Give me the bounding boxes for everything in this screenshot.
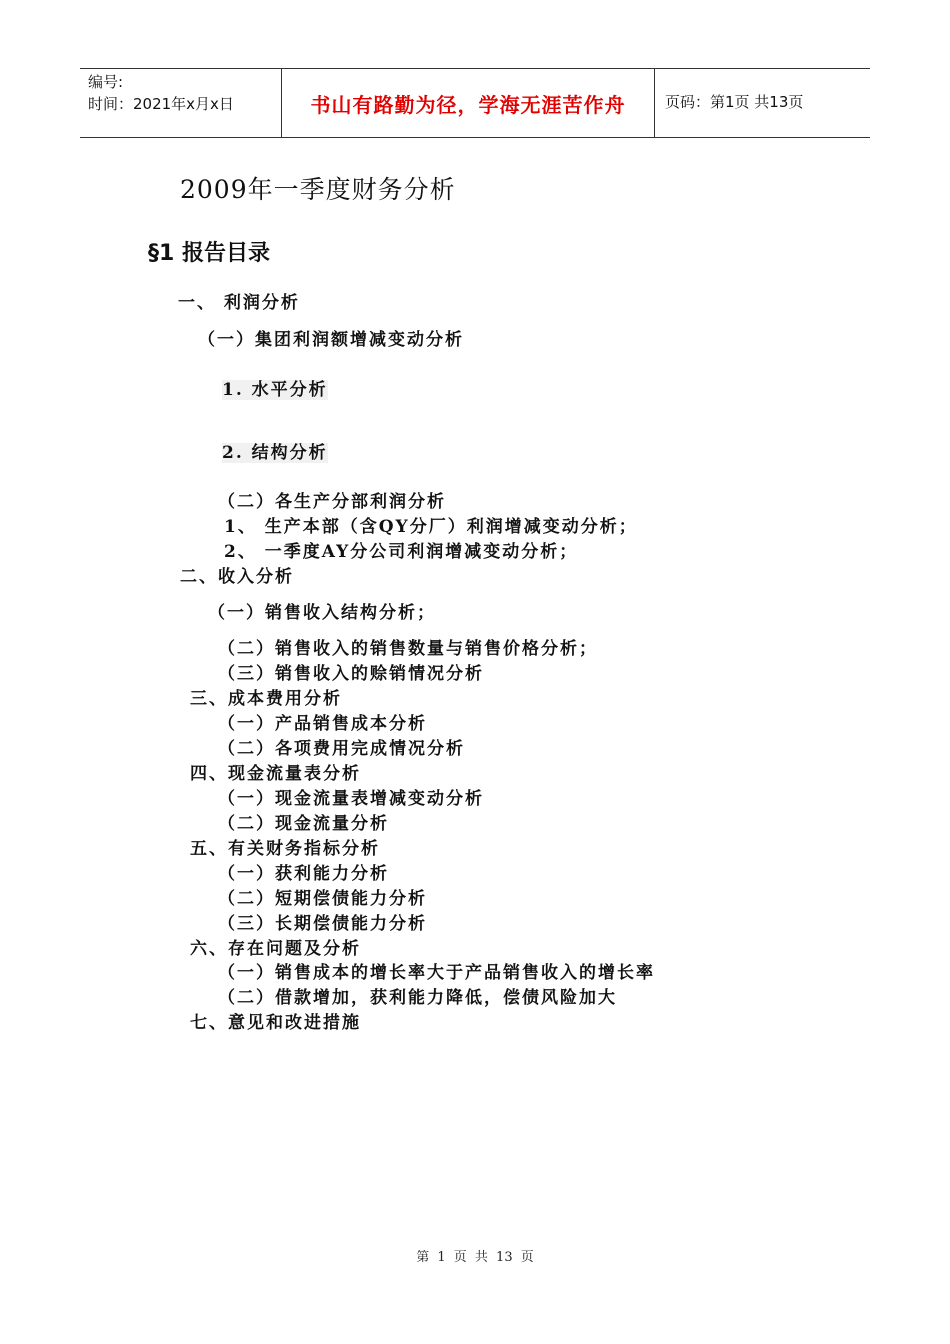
- toc-item: 1、 生产本部（含QY分厂）利润增减变动分析；: [224, 517, 638, 537]
- toc-item: （三）销售收入的赊销情况分析: [218, 664, 484, 684]
- section-heading: §1 报告目录: [148, 241, 270, 266]
- toc-item: （一）集团利润额增减变动分析: [198, 330, 464, 350]
- toc-item: 二、收入分析: [180, 567, 294, 587]
- toc-item: （二）短期偿债能力分析: [218, 889, 427, 909]
- toc-item: 2. 结构分析: [222, 443, 328, 463]
- toc-item: 五、有关财务指标分析: [190, 839, 380, 859]
- toc-item: 六、存在问题及分析: [190, 939, 361, 959]
- header-table: [80, 68, 870, 138]
- toc-item: （三）长期偿债能力分析: [218, 914, 427, 934]
- toc-item: （二）借款增加，获利能力降低，偿债风险加大: [218, 988, 617, 1008]
- toc-item: （一）获利能力分析: [218, 864, 389, 884]
- toc-item: 1. 水平分析: [222, 380, 328, 400]
- number-label: 编号:: [88, 73, 124, 91]
- toc-item: 三、成本费用分析: [190, 689, 342, 709]
- page-footer: 第 1 页 共 13 页: [416, 1250, 534, 1265]
- header-divider: [654, 69, 655, 137]
- toc-item: （一）销售收入结构分析；: [208, 603, 436, 623]
- document-title: 2009年一季度财务分析: [180, 175, 456, 204]
- toc-item: （一）现金流量表增减变动分析: [218, 789, 484, 809]
- header-page-info: 页码：第1页 共13页: [665, 93, 804, 111]
- toc-item: 七、意见和改进措施: [190, 1013, 361, 1033]
- toc-item: （一）产品销售成本分析: [218, 714, 427, 734]
- toc-item: （二）各项费用完成情况分析: [218, 739, 465, 759]
- toc-item: （一）销售成本的增长率大于产品销售收入的增长率: [218, 963, 655, 983]
- toc-item: （二）各生产分部利润分析: [218, 492, 446, 512]
- header-meta: [88, 71, 278, 115]
- toc-item: （二）现金流量分析: [218, 814, 389, 834]
- toc-item: （二）销售收入的销售数量与销售价格分析；: [218, 639, 598, 659]
- toc-item: 2、 一季度AY分公司利润增减变动分析；: [224, 542, 579, 562]
- date-label: 时间：2021年x月x日: [88, 95, 234, 113]
- header-motto: 书山有路勤为径，学海无涯苦作舟: [310, 92, 626, 117]
- toc-item: 一、 利润分析: [178, 293, 300, 313]
- toc-item: 四、现金流量表分析: [190, 764, 361, 784]
